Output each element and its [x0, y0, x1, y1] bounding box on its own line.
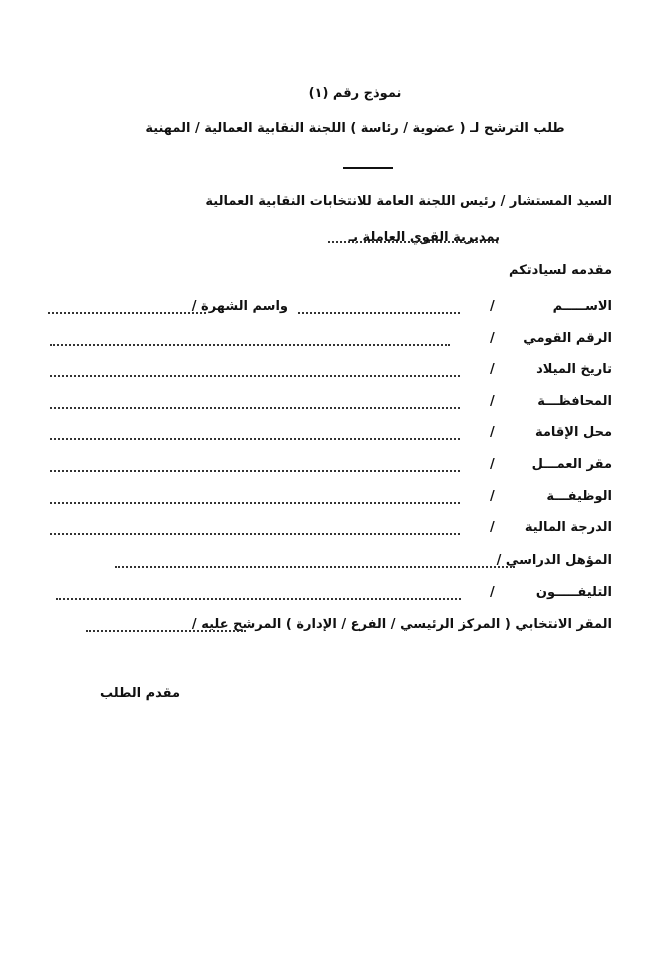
signature-label: مقدم الطلب — [100, 686, 181, 701]
field-label: مقر العمـــل — [531, 457, 612, 472]
field-input[interactable] — [50, 407, 460, 409]
field-input[interactable] — [50, 470, 460, 472]
directorate-field[interactable] — [328, 241, 498, 243]
qualification-field[interactable] — [115, 566, 515, 568]
directorate-label: بمديرية القوي العاملة بـ — [348, 230, 500, 245]
phone-field[interactable] — [56, 598, 461, 600]
field-separator: / — [490, 520, 495, 536]
nickname-label: واسم الشهرة / — [191, 299, 288, 314]
field-label: محل الإقامة — [534, 425, 612, 441]
field-input[interactable] — [50, 502, 460, 504]
field-label: الرقم القومي — [523, 330, 612, 346]
field-separator: / — [490, 362, 495, 378]
field-separator: / — [490, 330, 495, 346]
phone-separator: / — [490, 585, 495, 600]
field-input[interactable] — [50, 344, 450, 346]
qualification-label: المؤهل الدراسي / — [496, 553, 612, 568]
field-label: الاســـــم — [552, 299, 612, 314]
field-label: الدرجة المالية — [524, 520, 612, 536]
form-subtitle: طلب الترشح لـ ( عضوية / رئاسة ) اللجنة النقابية العمالية / المهنية — [145, 121, 565, 136]
nickname-field[interactable] — [48, 312, 206, 314]
field-input[interactable] — [50, 375, 460, 377]
electoral-seat-field[interactable] — [86, 630, 246, 632]
field-label: المحافظـــة — [537, 393, 612, 409]
field-separator: / — [490, 425, 495, 441]
field-separator: / — [490, 488, 495, 504]
form-number: نموذج رقم (١) — [308, 86, 402, 101]
field-label: الوظيفـــة — [546, 488, 612, 504]
field-input[interactable] — [50, 438, 460, 440]
addressee: السيد المستشار / رئيس اللجنة العامة للانتخابات النقابية العمالية — [205, 194, 612, 209]
field-input[interactable] — [50, 533, 460, 535]
electoral-seat-label: المقر الانتخابي ( المركز الرئيسي / الفرع / الإدارة ) المرشح عليه / — [191, 617, 612, 632]
submitted-to: مقدمه لسيادتكم — [509, 263, 612, 278]
name-field[interactable] — [298, 312, 460, 314]
field-separator: / — [490, 457, 495, 472]
field-separator: / — [490, 393, 495, 409]
title-rule — [343, 167, 393, 169]
phone-label: التليفـــــون — [535, 585, 612, 600]
field-separator: / — [490, 299, 495, 314]
field-label: تاريخ الميلاد — [536, 362, 612, 378]
